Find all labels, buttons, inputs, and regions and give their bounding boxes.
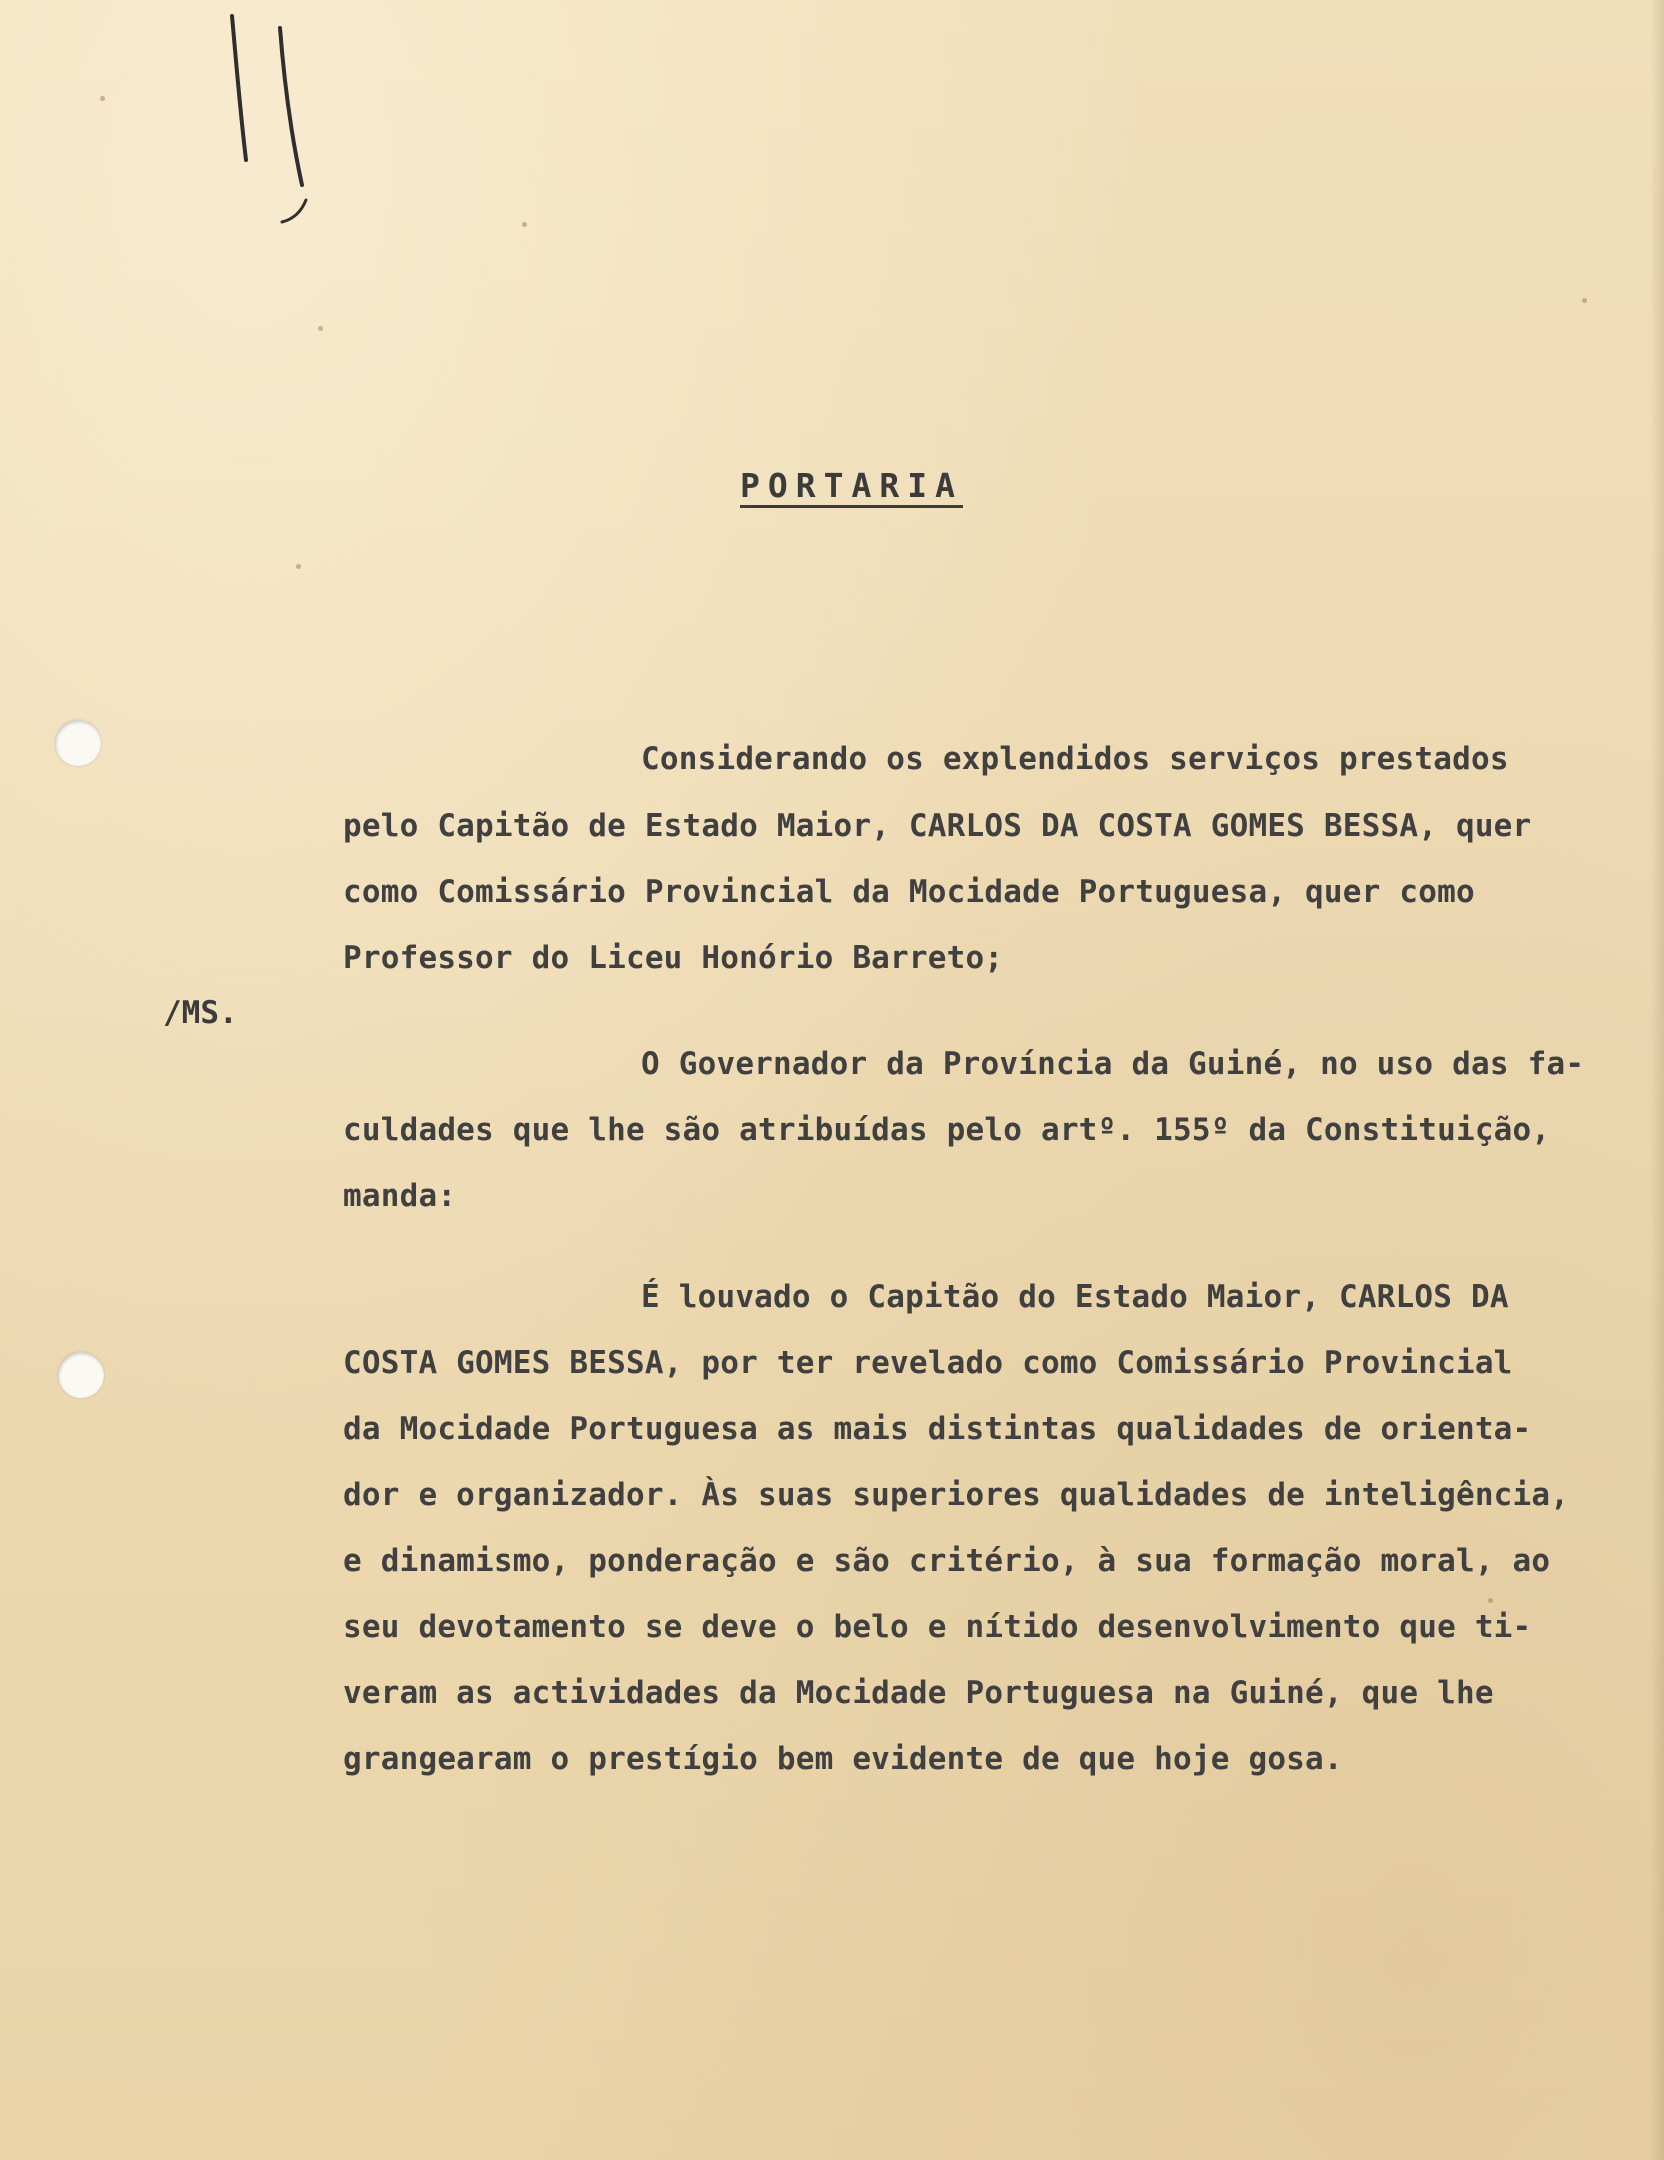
paragraph-3-line-5: e dinamismo, ponderação e são critério, à sua formação moral, ao — [343, 1543, 1551, 1579]
paper-speck — [1582, 298, 1587, 303]
paragraph-3-line-6: seu devotamento se deve o belo e nítido desenvolvimento que ti- — [343, 1609, 1532, 1645]
paper-speck — [1488, 1598, 1493, 1603]
paragraph-1-line-3: como Comissário Provincial da Mocidade Portuguesa, quer como — [343, 874, 1475, 910]
paragraph-2-line-1: O Governador da Província da Guiné, no uso das fa- — [641, 1046, 1585, 1082]
paragraph-2-line-2: culdades que lhe são atribuídas pelo artº. 155º da Constituição, — [343, 1112, 1551, 1148]
paper-speck — [100, 96, 105, 101]
paragraph-3-line-2: COSTA GOMES BESSA, por ter revelado como Comissário Provincial — [343, 1345, 1513, 1381]
page-edge-shadow — [1650, 0, 1664, 2160]
punch-hole-top — [55, 720, 101, 766]
paragraph-1-line-1: Considerando os explendidos serviços prestados — [641, 741, 1509, 777]
paragraph-3-line-3: da Mocidade Portuguesa as mais distintas qualidades de orienta- — [343, 1411, 1532, 1447]
paper-speck — [522, 222, 527, 227]
paragraph-2-line-3: manda: — [343, 1178, 457, 1214]
paragraph-3-line-1: É louvado o Capitão do Estado Maior, CARLOS DA — [641, 1279, 1509, 1315]
document-title: PORTARIA — [740, 466, 963, 505]
paper-speck — [318, 326, 323, 331]
paragraph-3-line-4: dor e organizador. Às suas superiores qualidades de inteligência, — [343, 1477, 1570, 1513]
paragraph-1-line-2: pelo Capitão de Estado Maior, CARLOS DA COSTA GOMES BESSA, quer — [343, 808, 1532, 844]
paper-speck — [296, 564, 301, 569]
handwritten-marks-icon — [220, 10, 330, 230]
margin-note: /MS. — [163, 995, 238, 1031]
paragraph-3-line-7: veram as actividades da Mocidade Portuguesa na Guiné, que lhe — [343, 1675, 1494, 1711]
paragraph-3-line-8: grangearam o prestígio bem evidente de que hoje gosa. — [343, 1741, 1343, 1777]
paragraph-1-line-4: Professor do Liceu Honório Barreto; — [343, 940, 1004, 976]
punch-hole-bottom — [58, 1352, 104, 1398]
